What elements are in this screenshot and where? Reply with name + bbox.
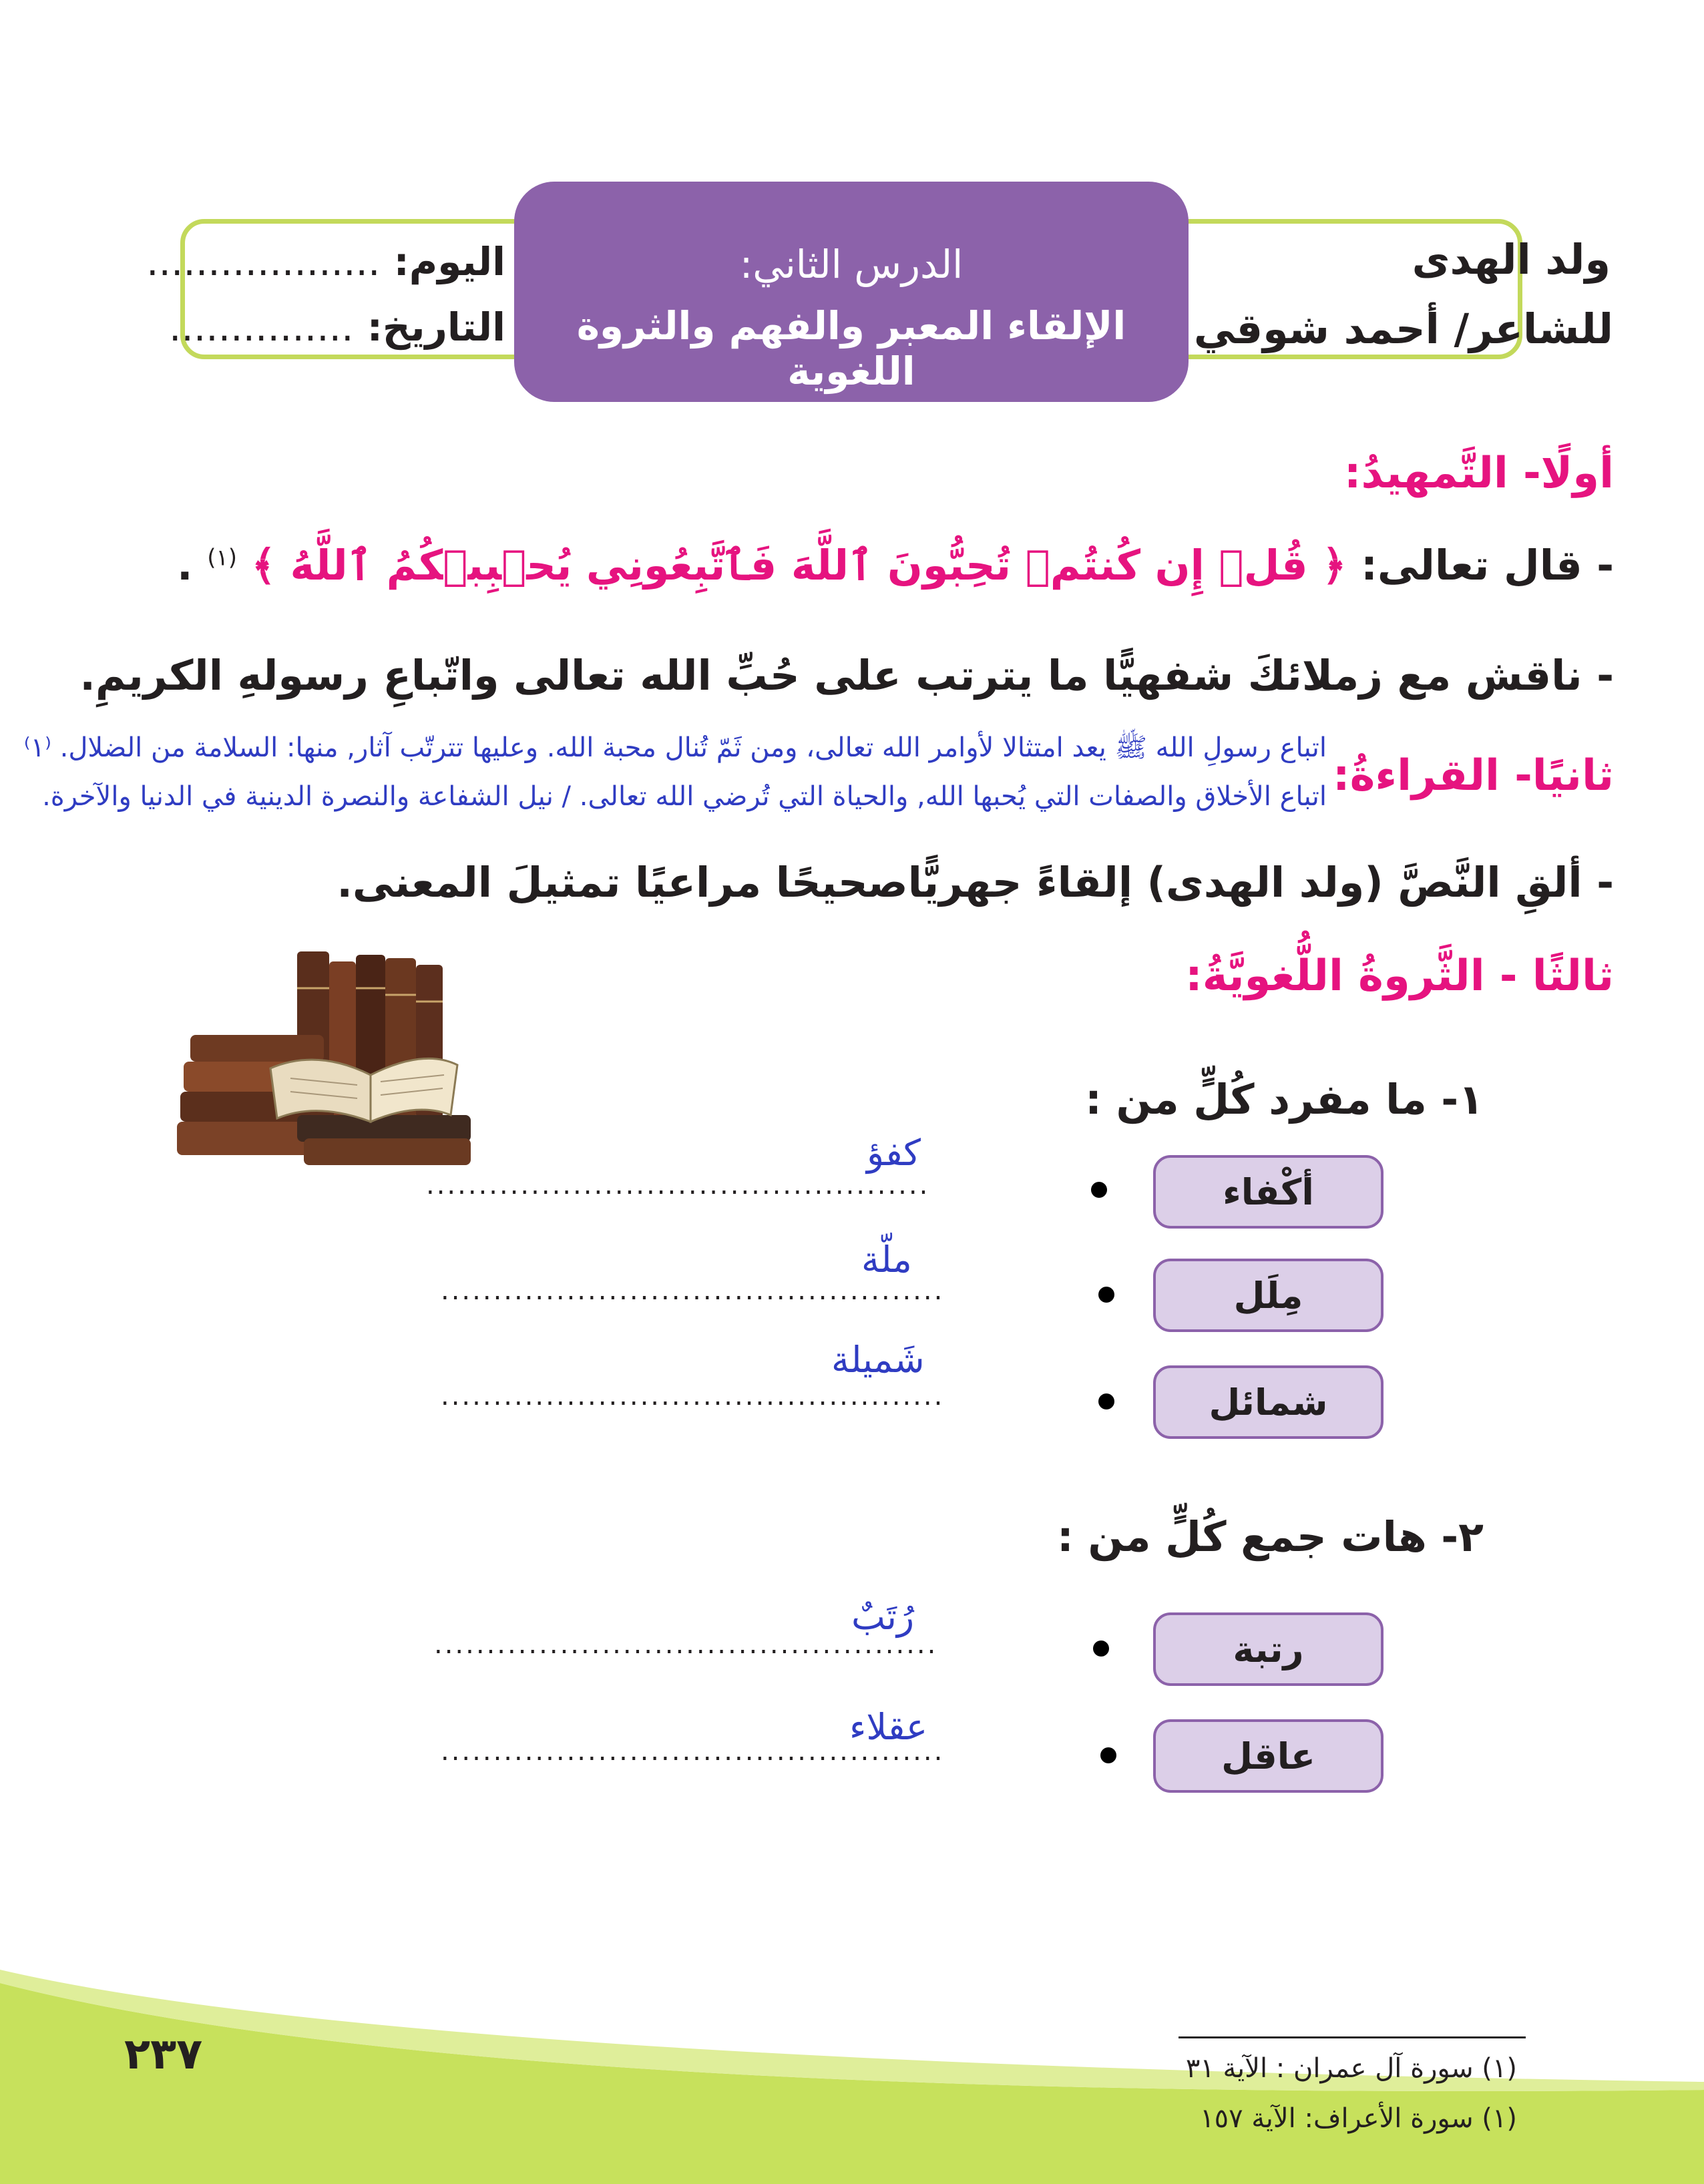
date-label: التاريخ: <box>367 304 505 350</box>
handwritten-answer: رُتَبٌ <box>851 1596 915 1638</box>
poet-name: للشاعر/ أحمد شوقي <box>1193 304 1613 353</box>
section3-title: ثالثًا - الثَّروةُ اللُّغويَّةُ: <box>1185 951 1614 1001</box>
word-box-rutba: رتبة <box>1153 1612 1383 1686</box>
word-box-aaqil: عاقل <box>1153 1719 1383 1793</box>
date-field[interactable] <box>169 304 505 350</box>
poem-title: ولد الهدى <box>1412 235 1611 284</box>
word-box-milal: مِلَل <box>1153 1259 1383 1332</box>
answer-line[interactable]: ................................................ <box>441 1736 945 1767</box>
section1-title: أولًا- التَّمهيدُ: <box>1343 449 1614 498</box>
answer-line[interactable]: ................................................ <box>434 1629 938 1660</box>
lesson-banner <box>514 182 1189 402</box>
handwritten-answer: ملّة <box>861 1239 912 1281</box>
date-dots: ............... <box>168 304 354 350</box>
reading-instruction: - ألقِ النَّصَّ (ولد الهدى) إلقاءً جهريًّاصحيحًا مراعيًا تمثيلَ المعنى. <box>337 858 1614 907</box>
handwritten-answer: شَميلة <box>831 1339 925 1381</box>
day-label: اليوم: <box>393 239 505 284</box>
quran-verse: ﴿ قُلۡ إِن كُنتُمۡ تُحِبُّونَ ٱللَّهَ فَٱتَّبِعُونِي يُحۡبِبۡكُمُ ٱللَّهُ ﴾ <box>251 541 1347 590</box>
question-2: ٢- هات جمع كُلٍّ من : <box>1056 1512 1484 1561</box>
bullet <box>1100 1747 1116 1763</box>
question-1: ١- ما مفرد كُلٍّ من : <box>1085 1075 1484 1124</box>
discussion-question: - ناقش مع زملائكَ شفهيًّا ما يترتب على حُبِّ الله تعالى واتّباعِ رسولهِ الكريمِ. <box>79 651 1614 700</box>
answer-line[interactable]: ................................................ <box>426 1170 930 1200</box>
bullet <box>1098 1393 1114 1409</box>
quran-intro: - قال تعالى: <box>1361 541 1614 590</box>
footnote-2: (١) سورة الأعراف: الآية ١٥٧ <box>1200 2103 1517 2134</box>
quran-line <box>177 541 1614 590</box>
word-box-akfaa: أكْفاء <box>1153 1155 1383 1229</box>
discussion-answer-2: اتباع الأخلاق والصفات التي يُحبها الله, والحياة التي تُرضي الله تعالى. / نيل الشفاعة والنصرة الدينية في الدنيا والآخرة. <box>42 781 1327 812</box>
books-illustration <box>177 948 491 1168</box>
lesson-label: الدرس الثاني: <box>739 242 964 287</box>
answer-line[interactable]: ................................................ <box>441 1275 945 1306</box>
discussion-answer-1: اتباع رسولِ الله ﷺ يعد امتثالا لأوامر الله تعالى، ومن ثَمّ تُنال محبة الله. وعليها تترتّب آثار, منها: السلامة من الضلال. ⁽١⁾ <box>23 732 1327 763</box>
page-number: ٢٣٧ <box>124 2030 203 2079</box>
day-dots: ................... <box>146 239 381 284</box>
verse-period: . <box>177 541 193 590</box>
section2-title: ثانيًا- القراءةُ: <box>1333 751 1614 801</box>
bullet <box>1091 1182 1107 1198</box>
bullet <box>1098 1287 1114 1303</box>
word-box-shamail: شمائل <box>1153 1365 1383 1439</box>
bullet <box>1093 1641 1109 1657</box>
footnote-1: (١) سورة آل عمران : الآية ٣١ <box>1185 2053 1517 2084</box>
lesson-subtitle: الإلقاء المعبر والفهم والثروة اللغوية <box>576 303 1126 394</box>
day-field[interactable] <box>146 239 505 284</box>
footnote-divider <box>1179 2036 1526 2038</box>
handwritten-answer: عقلاء <box>849 1706 928 1748</box>
verse-footnote-ref: (١) <box>207 544 237 572</box>
answer-line[interactable]: ................................................ <box>441 1381 945 1411</box>
handwritten-answer: كفؤ <box>867 1132 921 1174</box>
